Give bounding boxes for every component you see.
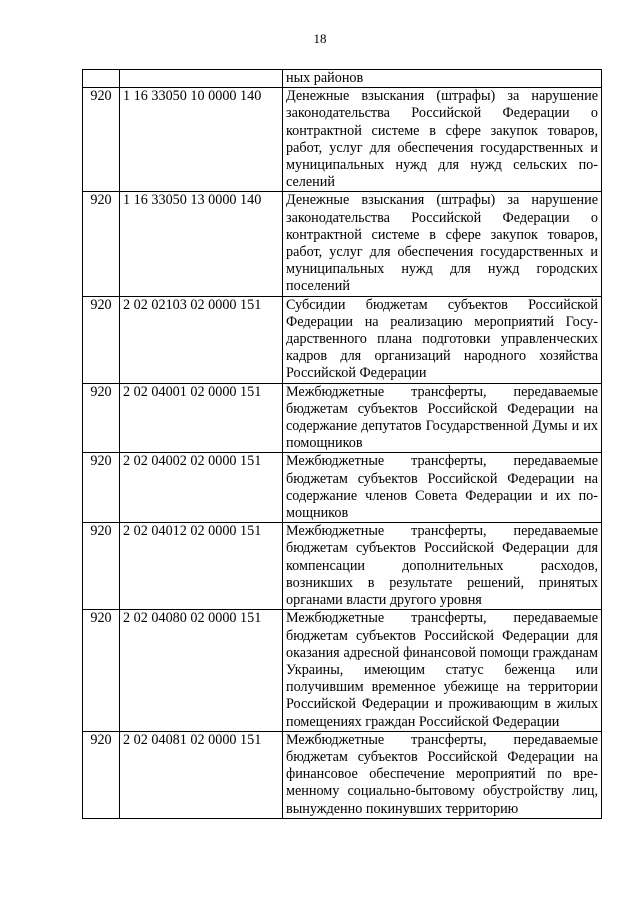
revenue-name-cell: Субсидии бюджетам субъектов Российской Федерации на реализацию мероприятий Государственного плана подготовки управленческих кадров для организаций народного хозяйства Российской Федерации (283, 296, 602, 383)
budget-code-cell (120, 70, 283, 88)
revenue-name-cell: Межбюджетные трансферты, передаваемые бюджетам субъектов Российской Федерации на содержание членов Совета Федерации и их помощников (283, 453, 602, 523)
revenue-name-cell: Межбюджетные трансферты, передаваемые бюджетам субъектов Российской Федерации на финансовое обеспечение мероприятий по временному социально-бытовому обустройству лиц, вынужденно покинувших территорию (283, 731, 602, 818)
admin-code-cell: 920 (83, 383, 120, 453)
table-row (83, 610, 602, 731)
budget-code-cell: 2 02 04002 02 0000 151 (120, 453, 283, 523)
budget-code-cell: 1 16 33050 13 0000 140 (120, 192, 283, 296)
admin-code-cell: 920 (83, 192, 120, 296)
admin-code-cell: 920 (83, 88, 120, 192)
table-row (83, 453, 602, 523)
table-row (83, 731, 602, 818)
revenue-name-cell: Межбюджетные трансферты, передаваемые бюджетам субъектов Российской Федерации на содержание депутатов Государственной Думы и их помощников (283, 383, 602, 453)
budget-code-cell: 2 02 04001 02 0000 151 (120, 383, 283, 453)
table-row (83, 192, 602, 296)
budget-code-cell: 2 02 04012 02 0000 151 (120, 523, 283, 610)
revenue-name-cell: Межбюджетные трансферты, передаваемые бюджетам субъектов Российской Федерации для компенсации дополнительных расходов, возникших в результате решений, принятых органами власти другого уровня (283, 523, 602, 610)
revenue-name-cell: ных районов (283, 70, 602, 88)
admin-code-cell: 920 (83, 731, 120, 818)
admin-code-cell: 920 (83, 610, 120, 731)
table-row (83, 296, 602, 383)
revenue-name-cell: Денежные взыскания (штрафы) за нарушение законодательства Российской Федерации о контрактной системе в сфере закупок товаров, работ, услуг для обеспечения государственных и муниципальных нужд для нужд городских поселений (283, 192, 602, 296)
table-row (83, 88, 602, 192)
admin-code-cell: 920 (83, 523, 120, 610)
budget-code-cell: 1 16 33050 10 0000 140 (120, 88, 283, 192)
admin-code-cell (83, 70, 120, 88)
page-number: 18 (313, 31, 327, 46)
budget-code-cell: 2 02 04081 02 0000 151 (120, 731, 283, 818)
admin-code-cell: 920 (83, 453, 120, 523)
revenue-codes-table (82, 69, 602, 819)
revenue-name-cell: Денежные взыскания (штрафы) за нарушение законодательства Российской Федерации о контрактной системе в сфере закупок товаров, работ, услуг для обеспечения государственных и муниципальных нужд для нужд сельских поселений (283, 88, 602, 192)
table-row (83, 383, 602, 453)
table-row-continuation (83, 70, 602, 88)
budget-code-cell: 2 02 02103 02 0000 151 (120, 296, 283, 383)
revenue-name-cell: Межбюджетные трансферты, передаваемые бюджетам субъектов Российской Федерации для оказания адресной финансовой помощи гражданам Украины, имеющим статус беженца или получившим временное убежище на территории Российской Федерации и проживающим в жилых помещениях граждан Российской Федерации (283, 610, 602, 731)
table-row (83, 523, 602, 610)
admin-code-cell: 920 (83, 296, 120, 383)
budget-code-cell: 2 02 04080 02 0000 151 (120, 610, 283, 731)
